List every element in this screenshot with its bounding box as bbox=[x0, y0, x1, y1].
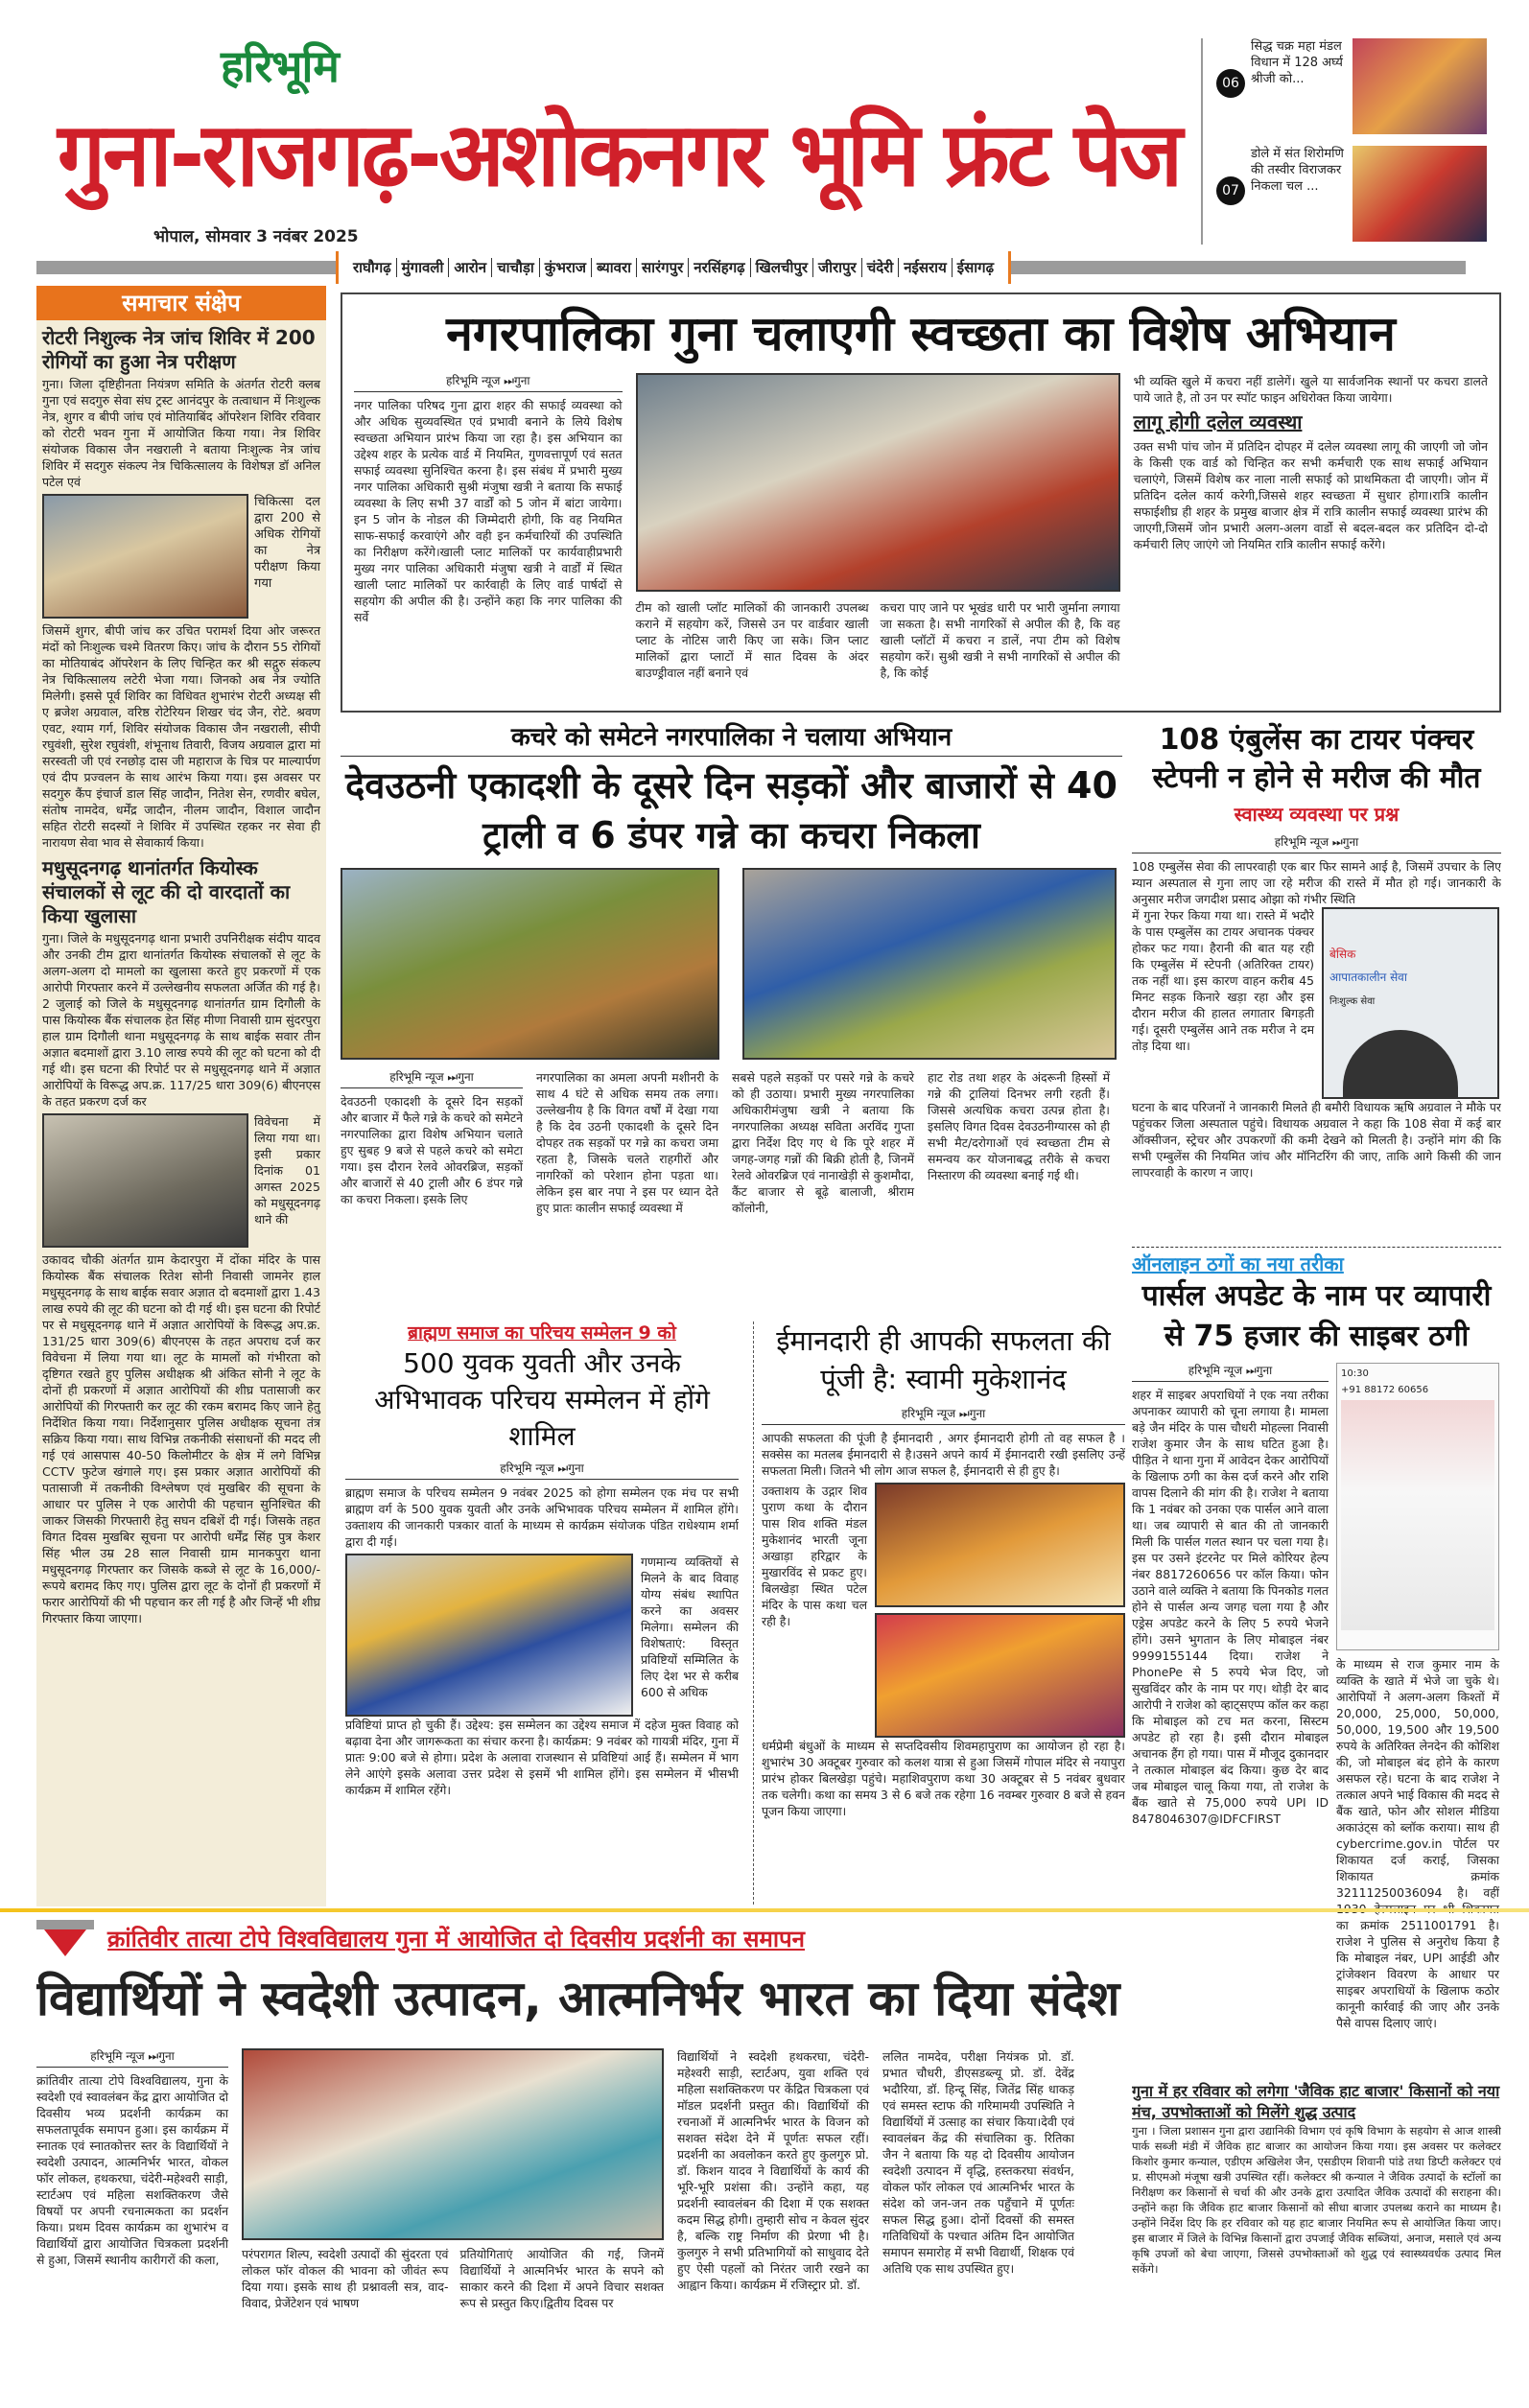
brand-logo: हरिभूमि bbox=[221, 40, 339, 92]
story-kicker: क्रांतिवीर तात्या टोपे विश्वविद्यालय गुना में आयोजित दो दिवसीय प्रदर्शनी का समापन bbox=[107, 1926, 805, 1952]
byline: हरिभूमि न्यूज ⏭गुना bbox=[354, 373, 623, 392]
story-text: ललित नामदेव, परीक्षा नियंत्रक प्रो. डॉ. प्रभात चौधरी, डीएसडब्ल्यू प्रो. डॉ. देवेंद्र भदौरिया, डॉ. हिन्दू सिंह, जितेंद्र सिंह धाकड़ एवं समस्त स्टाफ की गरिमामयी उपस्थिति ने विद्यार्थियों में उत्साह का संचार किया।देवी एवं स्वावलंबन केंद्र की संचालिका कु. रितिका जैन ने बताया कि यह दो दिवसीय आयोजन स्वदेशी उत्पादन में वृद्धि, हस्तकरघा संवर्धन, वोकल फॉर लोकल एवं आत्मनिर्भर भारत के संदेश को जन-जन तक पहुँचाने में पूर्णतः सफल सिद्ध हुआ। दोनों दिवसों की समस्त गतिविधियों के पश्चात अंतिम दिन आयोजित समापन समारोह में सभी विद्यार्थी, शिक्षक एवं अतिथि एक साथ उपस्थित हुए। bbox=[882, 2049, 1074, 2276]
story-text: में गुना रेफर किया गया था। रास्ते में भदौरे के पास एम्बुलेंस का टायर अचानक पंक्चर होकर फट गया। हैरानी की बात यह रही कि एम्बुलेंस में स्टेपनी (अतिरिक्त टायर) तक नहीं था। इस कारण वाहन करीब 45 मिनट सड़क किनारे खड़ा रहा और इस दौरान मरीज की हालत लगातार बिगड़ती गई। दूसरी एम्बुलेंस आने तक मरीज ने दम तोड़ दिया था। bbox=[1132, 908, 1314, 1053]
tyre-shape bbox=[1343, 1030, 1458, 1097]
ambulance-story bbox=[1132, 721, 1501, 1239]
byline: हरिभूमि न्यूज ⏭गुना bbox=[1132, 834, 1501, 853]
organic-market-story bbox=[1132, 2081, 1501, 2388]
tractor-photo bbox=[341, 868, 719, 1060]
brief-body: गुना। जिले के मधुसूदनगढ़ थाना प्रभारी उपनिरीक्षक संदीप यादव और उनकी टीम द्वारा थानांतर्गत कियोस्क संचालकों से लूट के अलग-अलग दो मामलो का खुलासा करते हुए प्रकरणों में एक आरोपी गिरफ्तार करने में उल्लेखनीय सफलता अर्जित की गई है। 2 जुलाई को जिले के मधुसूदनगढ़ थानांतर्गत ग्राम दिगौली के पास कियोस्क बैंक संचालक हेत सिंह मीणा निवासी ग्राम सुंदरपुरा हाल ग्राम दिगौली थाना मधुसूदनगढ़ के साथ बाईक सवार तीन अज्ञात बदमाशों द्वारा 3.10 लाख रुपये की लूट को घटना को दी गई थी। इस घटना की रिपोर्ट पर से मधुसूदनगढ़ थाने में अज्ञात आरोपियों के विरूद्ध अप.क्र. 117/25 धारा 309(6) बीएनएस के तहत प्रकरण दर्ज कर bbox=[42, 931, 321, 1109]
place-link[interactable]: चंदेरी bbox=[862, 258, 900, 277]
story-text: घटना के बाद परिजनों ने जानकारी मिलते ही बमौरी विधायक ऋषि अग्रवाल ने मौके पर पहुंचकर जिला अस्पताल पहुंचे। विधायक अग्रवाल ने कहा कि 108 सेवा में कई बार ऑक्सीजन, स्ट्रेचर और उपकरणों की कमी देखने को मिलती है। उन्होंने मांग की कि सभी एम्बुलेंस की नियमित जांच और मॉनिटरिंग की जाए, ताकि आगे किसी की जान लापरवाही के कारण न जाए। bbox=[1132, 1100, 1501, 1180]
brief-body: गुना। जिला दृष्टिहीनता नियंत्रण समिति के अंतर्गत रोटरी क्लब गुना एवं सदगुरु सेवा संघ ट्रस्ट आनंदपुर के तत्वाधान में निःशुल्क नेत्र, शुगर व बीपी जांच एवं मोतियाबिंद ऑपरेशन शिविर रविवार को रोटरी भवन गुना में आयोजित किया गया। नेत्र शिविर संयोजक विकास जैन नखराली ने बताया निःशुल्क नेत्र जांच शिविर में सदगुरु संकल्प नेत्र चिकित्सालय के विशेषज्ञ डॉ अनिल पटेल एवं bbox=[42, 377, 320, 489]
photo-label: आपातकालीन सेवा bbox=[1329, 970, 1407, 984]
eye-camp-photo bbox=[42, 494, 248, 619]
page-number-badge: 07 bbox=[1216, 176, 1245, 205]
teaser-text: सिद्ध चक्र महा मंडल विधान में 128 अर्घ्य श्रीजी को... bbox=[1251, 39, 1343, 86]
cyber-fraud-story bbox=[1132, 1247, 1501, 2071]
story-text: देवउठनी एकादशी के दूसरे दिन सड़कों और बाजार में फैले गन्ने के कचरे को समेटने नगरपालिका द्वारा विशेष अभियान चलाते हुए सुबह 9 बजे से पहले कचरे को समेटा गया। इस दौरान रेलवे ओवरब्रिज, सड़कों और बाजारों से 40 ट्राली और 6 डंपर गन्ने का कचरा निकला। इसके लिए bbox=[341, 1094, 524, 1206]
photo-label: बेसिक bbox=[1329, 947, 1356, 961]
teaser-photo bbox=[1353, 38, 1487, 134]
news-brief-column bbox=[36, 286, 326, 1906]
story-headline: 500 युवक युवती और उनके अभिभावक परिचय सम्मेलन में होंगे शामिल bbox=[374, 1347, 710, 1452]
swadeshi-story bbox=[36, 1920, 1125, 2390]
page-number-badge: 06 bbox=[1216, 69, 1245, 98]
story-text: ब्राह्मण समाज के परिचय सम्मेलन 9 नवंबर 2025 को होगा सम्मेलन एक मंच पर सभी ब्राह्मण वर्ग के 500 युवक युवती और उनके अभिभावक परिचय सम्मेलन में शामिल होंगे। उक्ताशय की जानकारी पत्रकार वार्ता के माध्यम से कार्यक्रम संयोजक पंडित राधेश्याम शर्मा द्वारा दी गई। bbox=[345, 1485, 739, 1549]
brahman-story bbox=[345, 1321, 739, 1905]
swami-photo bbox=[875, 1483, 1125, 1607]
story-text: के माध्यम से राज कुमार नाम के व्यक्ति के खाते में भेजे जा चुके थे। आरोपियों ने अलग-अलग किश्तों में 20,000, 25,000, 50,000, 50,000, 19,500 और 19,500 रुपये के अतिरिक्त लेनदेन की कोशिश की, जो मोबाइल बंद होने के कारण असफल रहे। घटना के बाद राजेश ने तत्काल अपने भाई विकास की मदद से बैंक खाते, फोन और सोशल मीडिया अकाउंट्स को ब्लॉक कराया। साथ ही cybercrime.gov.in पोर्टल पर शिकायत दर्ज कराई, जिसका शिकायत क्रमांक 32111250036094 है। वहीं का क्रमांक 2511001791 है। राजेश ने पुलिस से अनुरोध किया है कि मोबाइल नंबर, UPI आईडी और ट्रांजेक्शन विवरण के आधार पर साइबर अपराधियों के खिलाफ कठोर कानूनी कार्रवाई की जाए और उनके पैसे वापस दिलाए जाएं। bbox=[1336, 1657, 1499, 2030]
teaser-photo bbox=[1353, 146, 1487, 242]
page-title: गुना-राजगढ़-अशोकनगर भूमि फ्रंट पेज bbox=[58, 104, 1181, 206]
phone-time: 10:30 bbox=[1341, 1368, 1369, 1379]
place-link[interactable]: चाचौड़ा bbox=[492, 258, 540, 277]
story-text: कचरा पाए जाने पर भूखंड धारी पर भारी जुर्माना लगाया जा सकता है। सभी नागरिकों से अपील की है, कि वह खाली प्लॉटों में कचरा न डालें, नपा टीम को विशेष सहयोग करें। सुश्री खत्री ने सभी नागरिकों से अपील की है, कि कोई bbox=[880, 600, 1120, 680]
story-text: क्रांतिवीर तात्या टोपे विश्वविद्यालय, गुना के स्वदेशी एवं स्वावलंबन केंद्र द्वारा आयोजित दो दिवसीय भव्य प्रदर्शनी कार्यक्रम का सफलतापूर्वक समापन हुआ। इस कार्यक्रम में स्नातक एवं स्नातकोत्तर स्तर के विद्यार्थियों ने स्वदेशी उत्पादन, आत्मनिर्भर भारत, वोकल फॉर लोकल, हथकरघा, चंदेरी-महेश्वरी साड़ी, स्टार्टअप एवं महिला सशक्तिकरण जैसे विषयों पर अपनी रचनात्मकता का प्रदर्शन किया। प्रथम दिवस कार्यक्रम का शुभारंभ व विद्यार्थियों द्वारा आयोजित चित्रकला प्रदर्शनी से हुआ, जिसमें स्थानीय कारीगरों की कला, bbox=[36, 2073, 228, 2267]
exhibition-photo bbox=[242, 2048, 664, 2240]
place-link[interactable]: ईसागढ़ bbox=[956, 259, 995, 276]
byline: हरिभूमि न्यूज ⏭गुना bbox=[1132, 1363, 1329, 1382]
teaser-2[interactable] bbox=[1216, 146, 1504, 249]
story-headline: 108 एंबुलेंस का टायर पंक्चर स्टेपनी न होने से मरीज की मौत bbox=[1152, 723, 1481, 795]
dateline: भोपाल, सोमवार 3 नवंबर 2025 bbox=[153, 227, 359, 246]
devotees-photo bbox=[875, 1613, 1125, 1738]
teaser-divider bbox=[1201, 38, 1207, 245]
story-headline: देवउठनी एकादशी के दूसरे दिन सड़कों और बाजारों से 40 ट्राली व 6 डंपर गन्ने का कचरा निकला bbox=[345, 764, 1117, 856]
story-kicker: ब्राह्मण समाज का परिचय सम्मेलन 9 को bbox=[408, 1322, 676, 1344]
story-text: गुना । जिला प्रशासन गुना द्वारा उद्यानिकी विभाग एवं कृषि विभाग के सहयोग से आज शास्त्री पार्क सब्जी मंडी में जैविक हाट बाजार का आयोजन किया गया। इस अवसर पर कलेक्टर किशोर कुमार कन्याल, एडीएम अखिलेश जैन, एसडीएम शिवानी पांडे तथा डिप्टी कलेक्टर एवं प्र. सीएमओ मंजूषा खत्री उपस्थित रहीं। कलेक्टर श्री कन्याल ने जैविक उत्पादों के स्टॉलों का निरीक्षण कर किसानों से चर्चा की और उनके द्वारा उत्पादित जैविक उत्पादों की सराहना की। उन्होंने कहा कि जैविक हाट बाजार किसानों को सीधा बाजार उपलब्ध कराने का माध्यम है। उन्होंने निर्देश दिए कि हर रविवार को यह हाट बाजार नियमित रूप से आयोजित किया जाए। इस बाजार में जिले के विभिन्न किसानों द्वारा उपजाई जैविक सब्जियां, अनाज, मसाले एवं अन्य कृषि उपजों को बेचा जाएगा, जिससे उपभोक्ताओं को शुद्ध एवं स्वास्थ्यवर्धक उत्पाद मिल सकेंगे। bbox=[1132, 2124, 1501, 2276]
story-text: प्रविष्टियां प्राप्त हो चुकी हैं। उद्देश्य: इस सम्मेलन का उद्देश्य समाज में दहेज मुक्त विवाह को बढ़ावा देना और जागरूकता का संचार करना है। कार्यक्रम: 9 नवंबर को गायत्री मंदिर, गुना में प्रातः 9:00 बजे से होगा। प्रदेश के अलावा राजस्थान से प्रविष्टियां आई हैं। सम्मेलन में भाग लेने आएंगे इसके अलावा उत्तर प्रदेश से इसमें भी शामिल होंगे। इस सम्मेलन में भीसभी कार्यक्रम में शामिल रहेंगे। bbox=[345, 1718, 739, 1797]
lead-headline: नगरपालिका गुना चलाएगी स्वच्छता का विशेष अभियान bbox=[446, 306, 1396, 362]
lead-photo bbox=[636, 373, 1120, 592]
byline: हरिभूमि न्यूज ⏭गुना bbox=[36, 2048, 228, 2068]
story-text: परंपरागत शिल्प, स्वदेशी उत्पादों की सुंदरता एवं लोकल फॉर वोकल की भावना को जीवंत रूप दिया गया। इसके साथ ही प्रश्नावली सत्र, वाद-विवाद, प्रेजेंटेशन एवं भाषण bbox=[242, 2247, 449, 2310]
story-text: गणमान्य व्यक्तियों से मिलने के बाद विवाह योग्य संबंध स्थापित करने का अवसर मिलेगा। सम्मेलन की विशेषताएं: विस्तृत प्रविष्टियों सम्मिलित के लिए देश भर से करीब 600 से अधिक bbox=[641, 1555, 739, 1699]
story-text: आपकी सफलता की पूंजी है ईमानदारी , अगर ईमानदारी होगी तो वह सफल है । सक्सेस का मतलब ईमानदारी से है।उसने अपने कार्य में ईमानदारी रखी इसलिए उन्हें सफलता मिली। जितने भी लोग आज सफल है, ईमानदारी से ही हुए है। bbox=[762, 1431, 1125, 1478]
story-text: हाट रोड तथा शहर के अंदरूनी हिस्सों में गन्ने की ट्रालियां दिनभर लगी रहती हैं। जिससे अत्यधिक कचरा उत्पन्न होता है। इसलिए विगत दिवस देवउठनीग्यारस को ही सभी मैट/दरोगाओं एवं स्वच्छता टीम से समन्वय कर योजनाबद्ध तरीके से कचरा निस्तारण की व्यवस्था बनाई गई थी। bbox=[928, 1070, 1110, 1182]
story-text: विद्यार्थियों ने स्वदेशी हथकरघा, चंदेरी-महेश्वरी साड़ी, स्टार्टअप, युवा शक्ति एवं महिला सशक्तिकरण पर केंद्रित चित्रकला एवं मॉडल प्रदर्शनी प्रस्तुत की। विद्यार्थियों की रचनाओं में आत्मनिर्भर भारत के विजन को सशक्त संदेश देने में पूर्णतः सफल रहीं। प्रदर्शनी का अवलोकन करते हुए कुलगुरु प्रो. डॉ. किशन यादव ने विद्यार्थियों के कार्य की भूरि-भूरि प्रशंसा की। उन्होंने कहा, यह प्रदर्शनी स्वावलंबन की दिशा में एक सशक्त कदम सिद्ध होगी। तुम्हारी सोच न केवल सुंदर है, बल्कि राष्ट्र निर्माण की प्रेरणा भी है। कुलगुरु ने सभी प्रतिभागियों को साधुवाद देते हुए ऐसी पहलों को निरंतर जारी रखने का आह्वान किया। कार्यक्रम में रजिस्ट्रार प्रो. डॉ. bbox=[677, 2049, 869, 2292]
story-text: भी व्यक्ति खुले में कचरा नहीं डालेगें। खुले या सार्वजनिक स्थानों पर कचरा डालते पाये जाते है, तो उन पर स्पॉट फाइन अधिरोक्त किया जायेगा। bbox=[1133, 374, 1488, 405]
story-kicker: ऑनलाइन ठगों का नया तरीका bbox=[1132, 1252, 1344, 1275]
lead-story bbox=[341, 292, 1501, 713]
brief-body: जिसमें शुगर, बीपी जांच कर उचित परामर्श दिया ओर जरूरत मंदों को निःशुल्क चश्मे वितरण किए। जांच के दौरान 55 रोगियों का मोतियाबंद ऑपरेशन के लिए चिन्हित कर श्री सद्गुरु संकल्प नेत्र चिकित्सालय लटेरी भेजा गया। जिनको अब नेत्र ज्योति मिलेगी। इससे पूर्व शिविर का विधिवत शुभारंभ रोटरी अध्यक्ष सी ए ब्रजेश अग्रवाल, वरिष्ठ रोटेरियन शिखर चंद जैन, रोटे. श्रवण एवट, श्याम गर्ग, शिविर संयोजक विकास जैन नखराली, सीपी रघुवंशी, सुरेश रघुवंशी, शंभूनाथ तिवारी, विजय अग्रवाल द्वारा मां सरस्वती जी एवं रनछोड़ दास जी महाराज के चित्र पर माल्यार्पण एवं दीप प्रज्वलन के साथ आरंभ किया गया। इस अवसर पर सदगुरु कैंप इंचार्ज डाल सिंह जादौन, नितेश सेन, रणवीर बघेल, संतोष नामदेव, धर्मेंद्र जादौन, नीलम जादौन, विशाल जादौन सहित रोटरी सदस्यों ने शिविर में उपस्थित रहकर नर सेवा ही नारायण सेवा भाव से सेवाकार्य किया। bbox=[42, 623, 320, 850]
story-text: नगर पालिका परिषद गुना द्वारा शहर की सफाई व्यवस्था को और अधिक सुव्यवस्थित एवं प्रभावी बनाने के लिये विशेष स्वच्छता अभियान प्रारंभ किया जा रहा है। इस अभियान का उद्देश्य शहर के प्रत्येक वार्ड में नियमित, गुणवत्तापूर्ण एवं सतत सफाई व्यवस्था सुनिश्चित करना है। इस संबंध में प्रभारी मुख्य नगर पालिका अधिकारी सुश्री मंजुषा खत्री ने बताया कि सफाई व्यवस्था के लिए सभी 37 वार्डों को 5 जोन में बांटा जायेगा। इन 5 जोन के नोडल की जिम्मेदारी होगी, कि वह नियमित साफ-सफाई करवाएंगे और वही इन कर्मचारियों की उपस्थिति का निरीक्षण करेंगे।खाली प्लाट मालिकों पर कार्यवाहीप्रभारी मुख्य नगर पालिका अधिकारी मंजुषा खत्री ने वार्डों में स्थित खाली प्लाट मालिकों पर कार्रवाही के लिए वार्ड पार्षदों से सहयोग की अपील की है। उन्होंने कहा कि नगर पालिका की सर्वे bbox=[354, 398, 623, 624]
subheading: लागू होगी दलेल व्यवस्था bbox=[1133, 410, 1303, 433]
brief-body: उकावद चौकी अंतर्गत ग्राम केदारपुरा में दोंका मंदिर के पास कियोस्क बैंक संचालक रितेश सोनी निवासी जामनेर हाल मधुसूदनगढ़ के साथ बाईक सवार अज्ञात दो बदमाशों द्वारा 1.43 लाख रुपये की लूट की घटना को दी गई थी। इस घटना की रिपोर्ट पर से मधुसूदनगढ़ थाने में अज्ञात आरोपियों के विरूद्ध अप.क्र. 131/25 धारा 309(6) बीएनएस के तहत अपराध दर्ज कर विवेचना में लिया गया था। लूट के मामलों को गंभीरता को दृष्टिगत रखते हुए पुलिस अधीक्षक श्री अंकित सोनी ने लूट के दोनों ही प्रकरणों में अज्ञात आरोपियों की शीघ्र पतासाजी कर आरोपियों की गिरफ्तारी कर लूट की रकम बरामद किए जाने हेतु निर्देशित किया गया। निर्देशानुसार पुलिस अधीक्षक सूचना तंत्र सक्रिय किया गया। साथ विभिन्न तकनीकी संसाधनों की मदद ली गई एवं आसपास 40-50 किलोमीटर के क्षेत्र में लगे विभिन्न CCTV फुटेज खंगाले गए। इस प्रकार अज्ञात आरोपियों की पतासाजी में तकनीकी विश्लेषण एवं मुखबिर की सूचना के आधार पर पुलिस ने एक आरोपी की पहचान सुनिश्चित की जाकर जिसकी गिरफ्तारी हेतु सघन दबिशें दी गई। जिसके तहत विगत दिवस मुखबिर सूचना पर आरोपी धर्मेंद्र सिंह पुत्र केशर सिंह भील उम्र 28 साल निवासी ग्राम मानकपुरा थाना मधुसूदनगढ़ गिरफ्तार कर जिसके कब्जे से लूट के 16,000/-रूपये बरामद किए गए। पुलिस द्वारा लूट के दोनों ही प्रकरणों में फरार आरोपियों की भी पहचान कर ली गई है और जिन्हें भी शीघ्र गिरफ्तार किया जाएगा। bbox=[42, 1252, 321, 1625]
place-link[interactable]: आरोन bbox=[449, 258, 492, 277]
place-link[interactable]: कुंभराज bbox=[540, 258, 592, 277]
trolley-photo bbox=[742, 868, 1117, 1060]
story-kicker: स्वास्थ्य व्यवस्था पर प्रश्न bbox=[1234, 803, 1400, 826]
story-headline: ईमानदारी ही आपकी सफलता की पूंजी है: स्वामी मुकेशानंद bbox=[776, 1324, 1111, 1395]
story-headline: पार्सल अपडेट के नाम पर व्यापारी से 75 हजार की साइबर ठगी bbox=[1141, 1279, 1492, 1353]
cane-waste-story bbox=[341, 721, 1122, 1311]
story-text: प्रतियोगिताएं आयोजित की गई, जिनमें विद्यार्थियों ने आत्मनिर्भर भारत के सपने को साकार करने की दिशा में अपने विचार सशक्त रूप से प्रस्तुत किए।द्वितीय दिवस पर bbox=[459, 2247, 664, 2310]
brief-body: विवेचना में लिया गया था। इसी प्रकार दिनांक 01 अगस्त 2025 को मधुसूदनगढ़ थाने की bbox=[254, 1114, 320, 1227]
place-link[interactable]: खिलचीपुर bbox=[751, 258, 813, 277]
photo-label: निःशुल्क सेवा bbox=[1329, 996, 1376, 1007]
story-text: उक्त सभी पांच जोन में प्रतिदिन दोपहर में दलेल व्यवस्था लागू की जाएगी जो जोन के किसी एक वार्ड को चिन्हित कर सभी कर्मचारी एक साथ सफाई अभियान चलाएंगे, जिसमें विशेष कर नाला नाली सफाई को प्राथमिकता दी जाएगी। जोन में प्रतिदिन दलेल कार्य करेगी,जिससे शहर स्वच्छता में सुधार होगा।रात्रि कालीन सफाईशीघ्र ही शहर के प्रमुख बाजार क्षेत्र में रात्रि कालीन सफाई व्यवस्था प्रारंभ की जाएगी,जिसमें जोन प्रभारी अलग-अलग वार्डो से बदल-बदल कर प्रतिदिन दो-दो कर्मचारी लिए जाएंगे जो नियमित रात्रि कालीन सफाई करेंगे। bbox=[1133, 439, 1488, 551]
story-headline: विद्यार्थियों ने स्वदेशी उत्पादन, आत्मनिर्भर भारत का दिया संदेश bbox=[36, 1971, 1120, 2026]
section-rule bbox=[0, 1908, 1529, 1912]
teaser-text: डोले में संत शिरोमणि की तस्वीर विराजकर निकला चल ... bbox=[1251, 147, 1344, 194]
story-text: शहर में साइबर अपराधियों ने एक नया तरीका अपनाकर व्यापारी को चूना लगाया है। मामला बड़े जैन मंदिर के पास चौधरी मोहल्ला निवासी राजेश कुमार जैन के साथ घटित हुआ है। पीड़ित ने थाना गुना में आवेदन देकर आरोपियों के खिलाफ ठगी का केस दर्ज करने और राशि वापस दिलाने की मांग की है। राजेश ने बताया कि 1 नवंबर को उनका एक पार्सल आने वाला था। जब व्यापारी से बात की तो जानकारी मिली कि पार्सल गलत स्थान पर चला गया है। इस पर उसने इंटरनेट पर मिले कोरियर हेल्प नंबर 8817260656 पर कॉल किया। फोन उठाने वाले व्यक्ति ने बताया कि पिनकोड गलत होने से पार्सल अन्य जगह चला गया है और एड्रेस अपडेट करने के लिए 5 रुपये भेजने होंगे। उसने भुगतान के लिए मोबाइल नंबर 9999155144 दिया। राजेश ने PhonePe से 5 रुपये भेज दिए, जो सुखविंदर कौर के नाम पर गए। थोड़ी देर बाद आरोपी ने राजेश को व्हाट्सएप्प कॉल कर कहा कि मोबाइल को टच मत करना, सिस्टम अपडेट हो रहा है। इसी दौरान मोबाइल अचानक हैंग हो गया। पास में मौजूद दुकानदार ने तत्काल मोबाइल बंद किया। कुछ देर बाद जब मोबाइल चालू किया गया, तो राजेश के बैंक खाते से 75,000 रुपये UPI ID 8478046307@IDFCFIRST bbox=[1132, 1388, 1329, 1826]
story-text: उक्ताशय के उद्गार शिव पुराण कथा के दौरान पास शिव शक्ति मंडल मुकेशानंद भारती जूना अखाड़ा हरिद्वार के मुखारविंद से प्रकट हुए। बिलखेड़ा स्थित पटेल मंदिर के पास कथा चल रही है। bbox=[762, 1484, 867, 1628]
phone-screenshot bbox=[1336, 1363, 1499, 1650]
meeting-photo bbox=[345, 1554, 633, 1717]
place-link[interactable]: नईसराय bbox=[899, 258, 953, 277]
police-photo bbox=[42, 1113, 248, 1248]
story-headline: गुना में हर रविवार को लगेगा 'जैविक हाट बाजार' किसानों को नया मंच, उपभोक्ताओं को मिलेंगे शुद्ध उत्पाद bbox=[1132, 2082, 1500, 2121]
place-link[interactable]: राघौगढ़ bbox=[348, 258, 397, 277]
byline: हरिभूमि न्यूज ⏭गुना bbox=[341, 1069, 523, 1088]
ambulance-photo bbox=[1322, 907, 1499, 1099]
chevron-icon bbox=[36, 1920, 94, 1958]
place-link[interactable]: मुंगावली bbox=[397, 258, 450, 277]
place-link[interactable]: सारंगपुर bbox=[637, 258, 689, 277]
swami-story bbox=[753, 1321, 1125, 1905]
place-link[interactable]: जीरापुर bbox=[813, 258, 862, 277]
story-text: धर्मप्रेमी बंधुओं के माध्यम से सप्तदिवसीय शिवमहापुराण का आयोजन हो रहा है। शुभारंभ 30 अक्टूबर गुरुवार को कलश यात्रा से हुआ जिसमें गोपाल मंदिर से नयापुरा प्रारंभ होकर बिलखेड़ा पहुंचे। महाशिवपुराण कथा 30 अक्टूबर से 5 नवंबर बुधवार तक चलेगी। कथा का समय 3 से 6 बजे तक रहेगा 16 नवम्बर गुरुवार 8 बजे से हवन पूजन किया जाएगा। bbox=[762, 1739, 1125, 1818]
story-text: नगरपालिका का अमला अपनी मशीनरी के साथ 4 घंटे से अधिक समय तक लगा। उल्लेखनीय है कि विगत वर्षों में देखा गया है कि देव उठनी एकादशी के दूसरे दिन दोपहर तक सड़कों पर गन्ने का कचरा जमा रहता है, जिसके चलते राहगीरों और नागरिकों को परेशान होना पड़ता था। लेकिन इस बार नपा ने इस पर ध्यान देते हुए प्रातः कालीन सफाई व्यवस्था में bbox=[536, 1070, 718, 1215]
places-nav bbox=[336, 251, 1011, 284]
story-text: 108 एम्बुलेंस सेवा की लापरवाही एक बार फिर सामने आई है, जिसमें उपचार के लिए म्यान अस्पताल से गुना लाए जा रहे मरीज की रास्ते में मौत हो गई। जानकारी के अनुसार मरीज जगदीश प्रसाद ओझा को गंभीर स्थिति bbox=[1132, 859, 1501, 906]
brief-header: समाचार संक्षेप bbox=[36, 286, 326, 320]
brief-headline: मधुसूदनगढ़ थानांतर्गत कियोस्क संचालकों से लूट की दो वारदातों का किया खुलासा bbox=[42, 856, 291, 927]
place-link[interactable]: नरसिंहगढ़ bbox=[689, 258, 750, 277]
place-link[interactable]: ब्यावरा bbox=[592, 258, 637, 277]
brief-body: चिकित्सा दल द्वारा 200 से अधिक रोगियों का नेत्र परीक्षण किया गया bbox=[254, 495, 320, 591]
chat-image bbox=[1341, 1400, 1494, 1630]
brief-headline: रोटरी निशुल्क नेत्र जांच शिविर में 200 रोगियों का हुआ नेत्र परीक्षण bbox=[42, 326, 316, 373]
byline: हरिभूमि न्यूज ⏭गुना bbox=[345, 1461, 739, 1480]
phone-number: +91 88172 60656 bbox=[1341, 1385, 1429, 1395]
story-kicker: कचरे को समेटने नगरपालिका ने चलाया अभियान bbox=[341, 721, 1122, 757]
story-text: सबसे पहले सड़कों पर पसरे गन्ने के कचरे को ही उठाया। प्रभारी मुख्य नगरपालिका अधिकारीमंजुषा खत्री ने बताया कि नगरपालिका अध्यक्ष सविता अरविंद गुप्ता द्वारा निर्देश दिए गए थे कि पूरे शहर में जगह-जगह गन्नों की बिक्री होती है, जिनमें रेलवे ओवरब्रिज एवं नानाखेड़ी से कुशमौदा, कैंट बाजार से बूढ़े बालाजी, श्रीराम कॉलोनी, bbox=[732, 1070, 914, 1215]
byline: हरिभूमि न्यूज ⏭गुना bbox=[762, 1406, 1125, 1425]
teaser-1[interactable] bbox=[1216, 38, 1504, 142]
story-text: टीम को खाली प्लॉट मालिकों की जानकारी उपलब्ध कराने में सहयोग करें, जिससे उन पर वार्डवार खाली प्लाट के नोटिस जारी किए जा सके। जिन प्लाट मालिकों द्वारा प्लाटों में सात दिवस के अंदर बाउण्ड्रीवाल नहीं बनाने एवं bbox=[635, 600, 869, 680]
